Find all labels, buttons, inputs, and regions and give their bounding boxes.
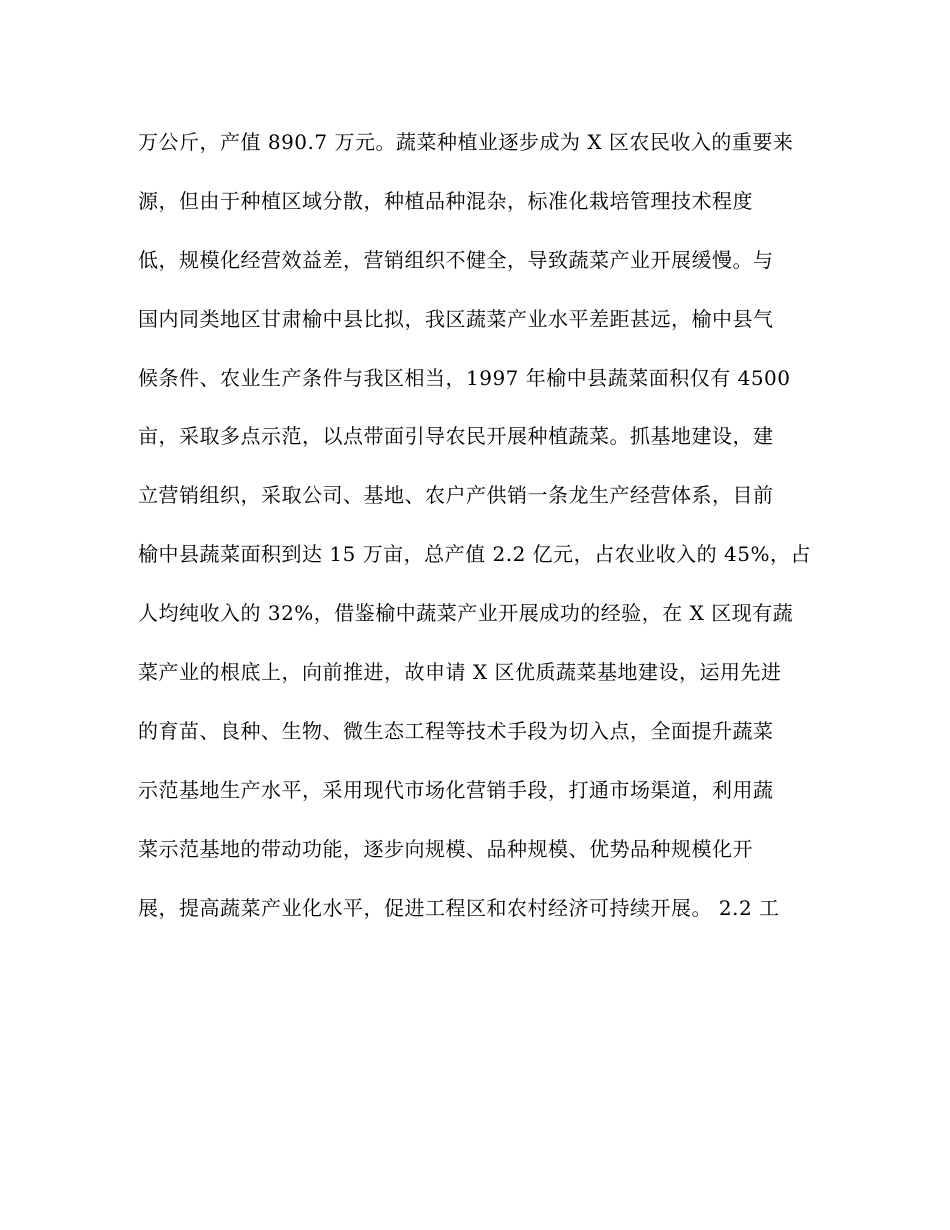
text-line: 候条件、农业生产条件与我区相当，1997 年榆中县蔬菜面积仅有 4500 — [138, 365, 791, 390]
text-line: 低，规模化经营效益差，营销组织不健全，导致蔬菜产业开展缓慢。与 — [138, 247, 774, 272]
text-line: 立营销组织，采取公司、基地、农户产供销一条龙生产经营体系，目前 — [138, 483, 774, 508]
text-line: 菜产业的根底上，向前推进，故申请 X 区优质蔬菜基地建设，运用先进 — [138, 660, 782, 685]
text-line: 国内同类地区甘肃榆中县比拟，我区蔬菜产业水平差距甚远，榆中县气 — [138, 306, 774, 331]
text-line: 亩，采取多点示范，以点带面引导农民开展种植蔬菜。抓基地建设，建 — [138, 424, 774, 449]
text-line: 榆中县蔬菜面积到达 15 万亩，总产值 2.2 亿元，占农业收入的 45%，占 — [138, 542, 811, 567]
text-line: 源，但由于种植区域分散，种植品种混杂，标准化栽培管理技术程度 — [138, 188, 753, 213]
text-line: 的育苗、良种、生物、微生态工程等技术手段为切入点，全面提升蔬菜 — [138, 718, 774, 743]
text-line: 展，提高蔬菜产业化水平，促进工程区和农村经济可持续开展。 2.2 工 — [138, 895, 780, 920]
text-line: 人均纯收入的 32%，借鉴榆中蔬菜产业开展成功的经验，在 X 区现有蔬 — [138, 601, 794, 626]
text-line: 菜示范基地的带动功能，逐步向规模、品种规模、优势品种规模化开 — [138, 836, 753, 861]
text-line: 示范基地生产水平，采用现代市场化营销手段，打通市场渠道，利用蔬 — [138, 777, 774, 802]
body-paragraph — [138, 118, 818, 942]
text-line: 万公斤，产值 890.7 万元。蔬菜种植业逐步成为 X 区农民收入的重要来 — [138, 130, 794, 154]
